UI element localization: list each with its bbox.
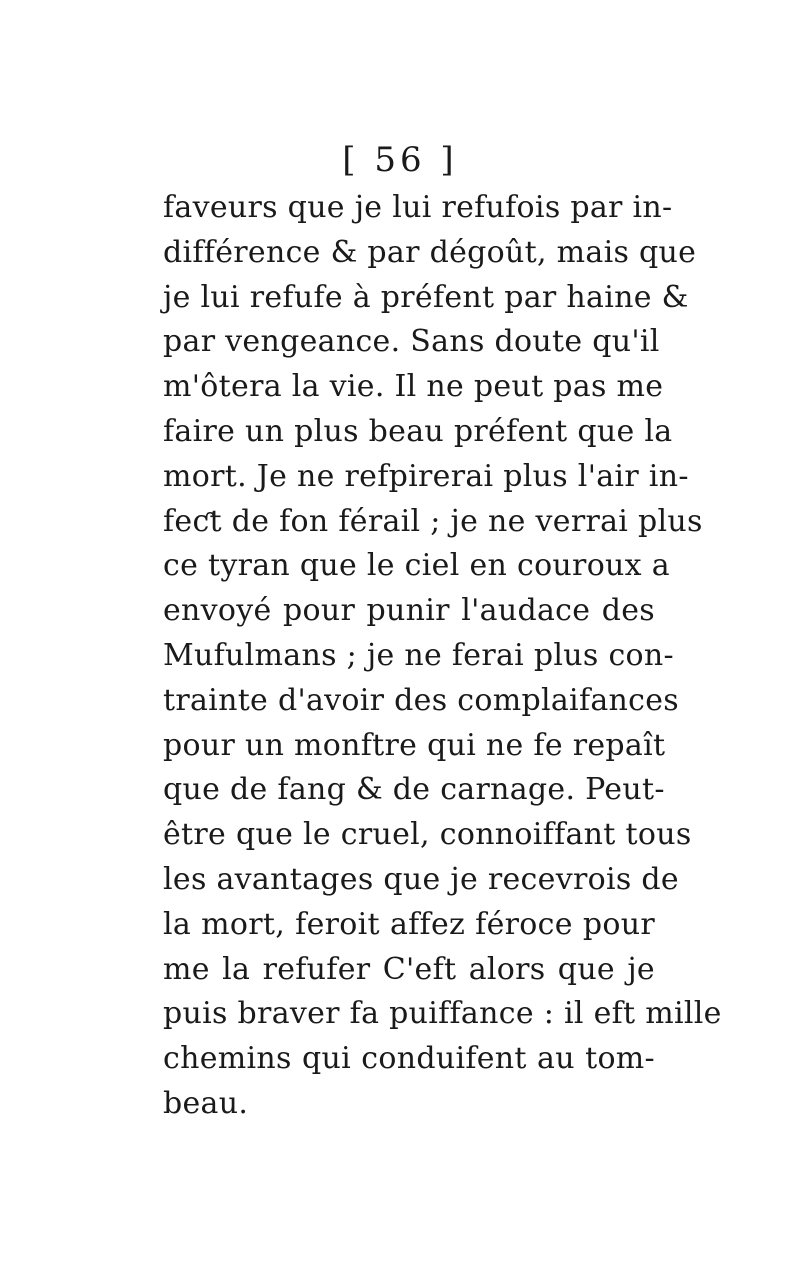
text-line: différence & par dégoût, mais que (163, 234, 697, 270)
page-number: [ 56 ] (342, 140, 458, 180)
text-line: Mufulmans ; je ne ferai plus con- (163, 637, 674, 673)
text-line: faveurs que je lui refufois par in- (163, 190, 673, 225)
text-line: trainte d'avoir des complaifances (163, 682, 680, 718)
text-line: que de fang & de carnage. Peut- (163, 772, 665, 808)
body-text (163, 186, 722, 1127)
text-line: me la refufer C'eft alors que je (163, 951, 655, 987)
text-line: feƈt de fon férail ; je ne verrai plus (163, 503, 703, 539)
text-line: puis braver fa puiffance : il eft mille (163, 996, 722, 1032)
text-line: envoyé pour punir l'audace des (163, 593, 655, 629)
text-line: par vengeance. Sans doute qu'il (163, 324, 660, 360)
text-line: m'ôtera la vie. Il ne peut pas me (163, 369, 664, 405)
text-line-last: beau. (163, 1085, 249, 1121)
text-line: les avantages que je recevrois de (163, 861, 679, 897)
text-line: je lui refufe à préfent par haine & (163, 279, 689, 315)
text-line: chemins qui conduifent au tom- (163, 1041, 655, 1077)
text-line: ce tyran que le ciel en couroux a (163, 548, 670, 584)
text-line: faire un plus beau préfent que la (163, 413, 673, 449)
text-line: être que le cruel, connoiffant tous (163, 817, 692, 853)
text-line: pour un monftre qui ne fe repaît (163, 727, 666, 763)
text-line: la mort, feroit affez féroce pour (163, 906, 655, 942)
text-line: mort. Je ne refpirerai plus l'air in- (163, 458, 689, 494)
